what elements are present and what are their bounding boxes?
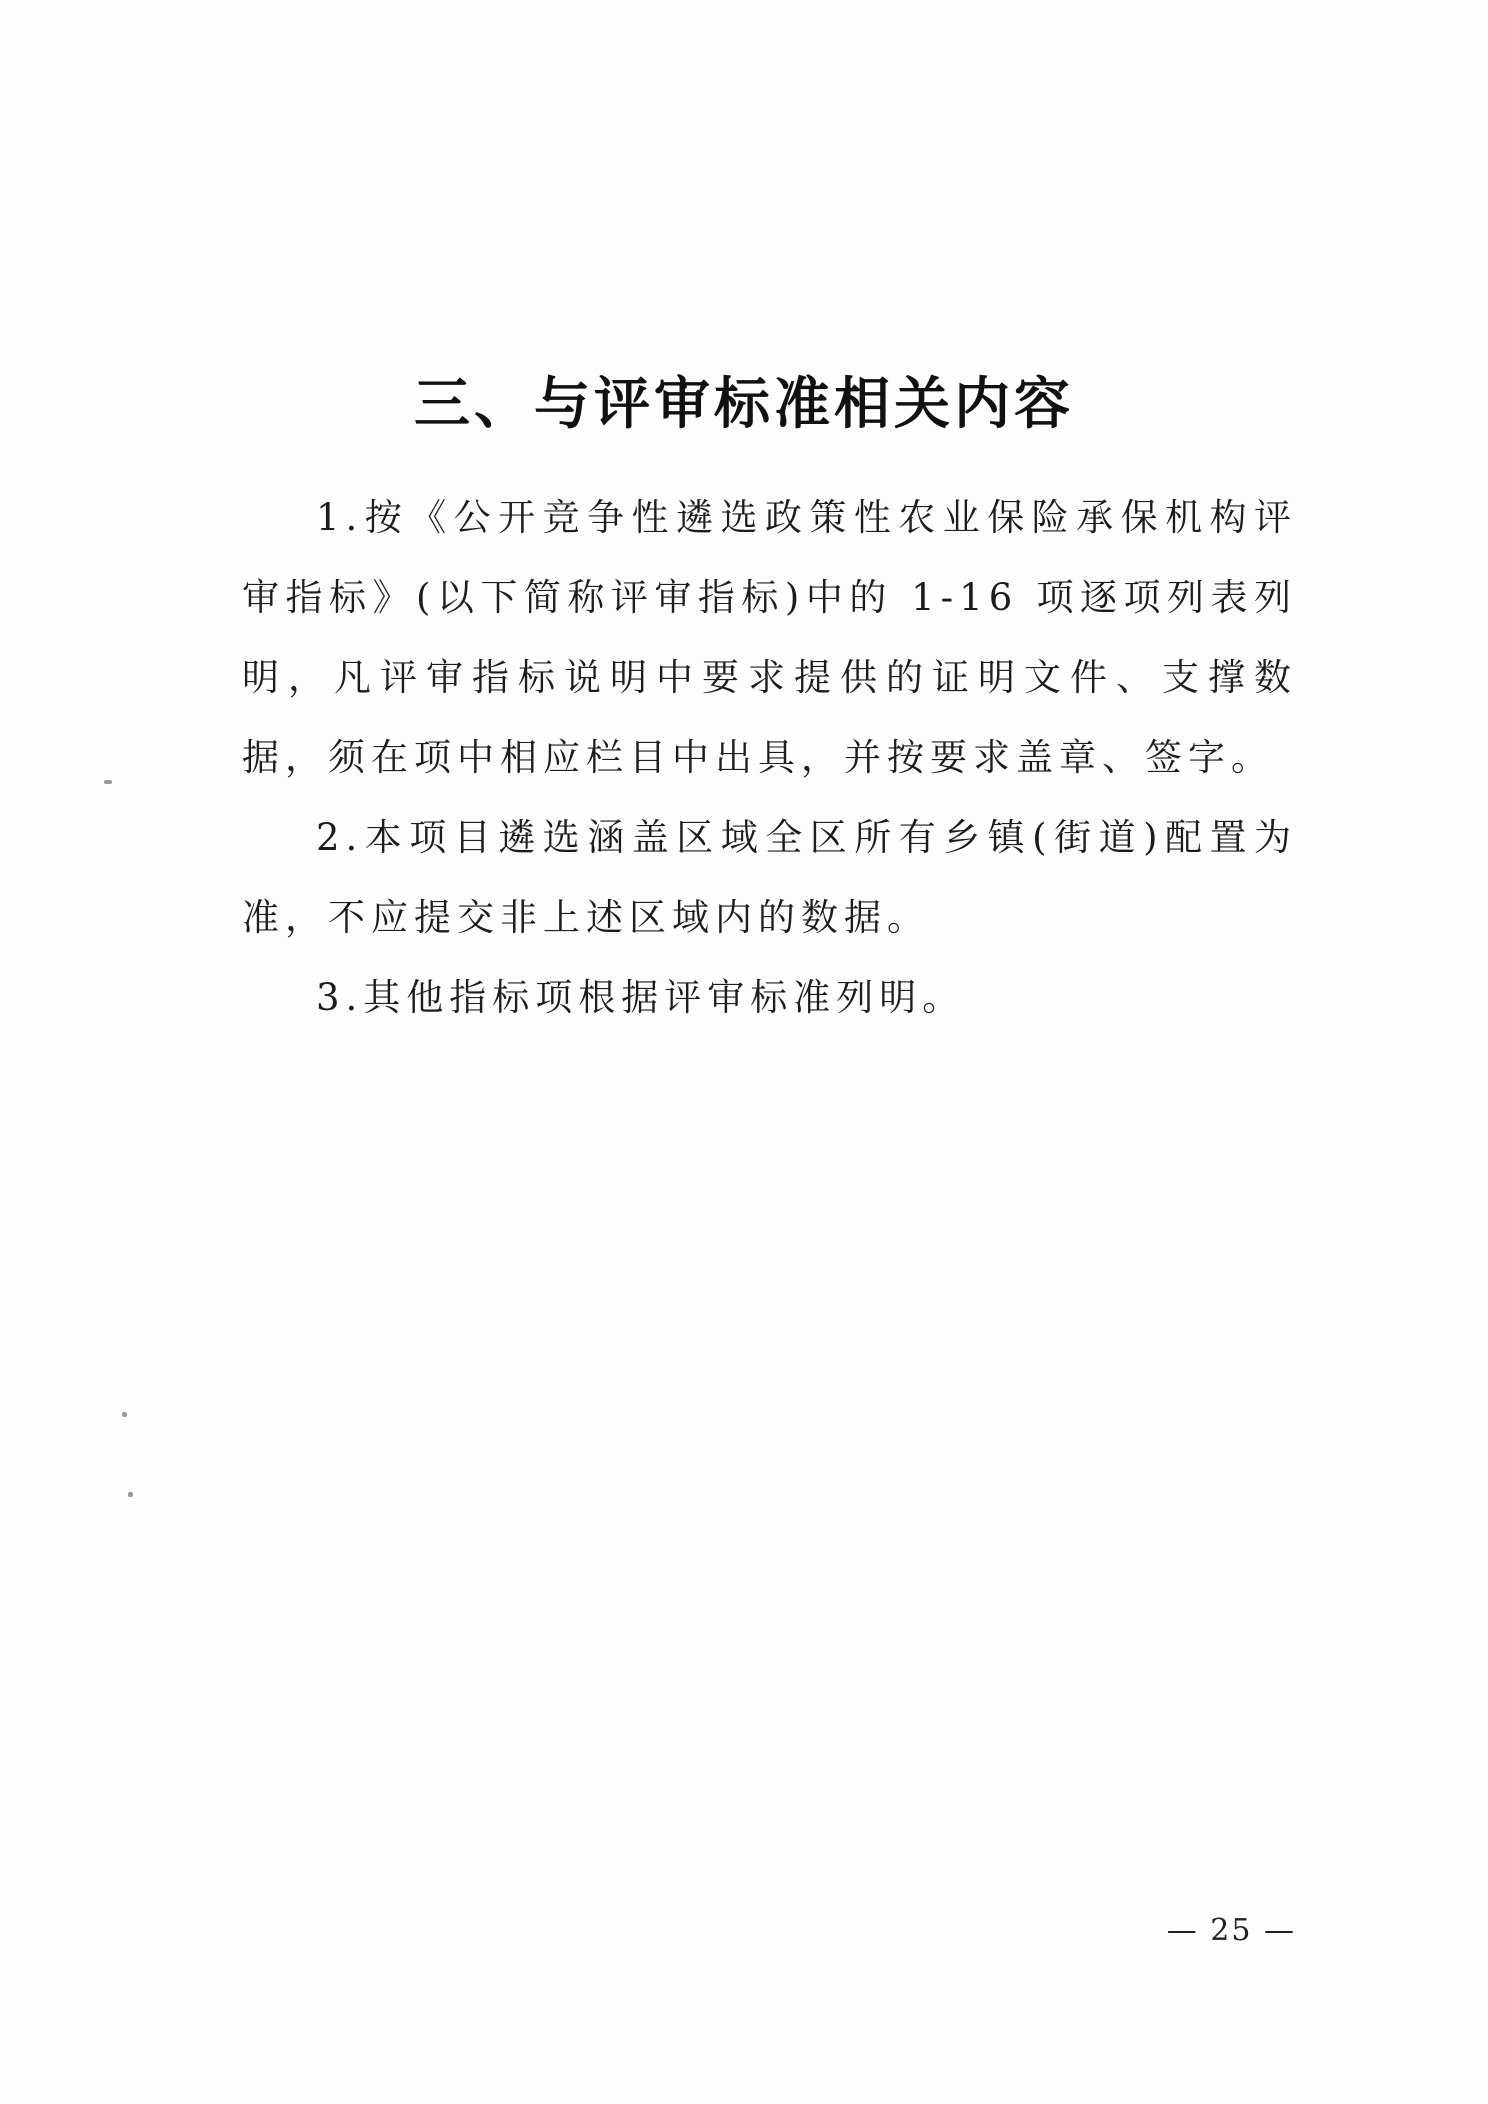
section-title: 三、与评审标准相关内容 (414, 372, 1074, 437)
document-body (242, 478, 1297, 1038)
scan-speck (122, 1412, 127, 1417)
scan-speck (104, 780, 112, 784)
page-number: — 25 — (1166, 1913, 1296, 1948)
scan-speck (128, 1492, 133, 1497)
paragraph-2: 2.本项目遴选涵盖区域全区所有乡镇(街道)配置为准，不应提交非上述区域内的数据。 (242, 816, 1297, 939)
paragraph-1: 1.按《公开竞争性遴选政策性农业保险承保机构评审指标》(以下简称评审指标)中的 1-16 项逐项列表列明，凡评审指标说明中要求提供的证明文件、支撑数据，须在项中相应栏目中出具，并按要求盖章、签字。 (242, 496, 1297, 779)
paragraph-3: 3.其他指标项根据评审标准列明。 (316, 976, 966, 1019)
